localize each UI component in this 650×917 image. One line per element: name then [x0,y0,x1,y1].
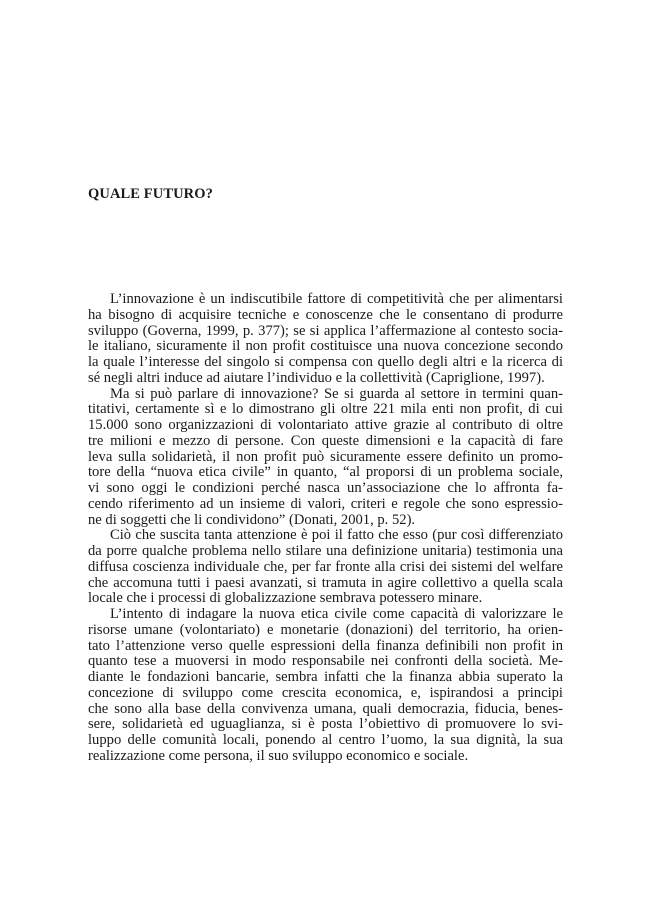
paragraph [88,607,563,765]
paragraph [88,387,563,529]
text-line: le italiano, sicuramente il non profit costituisce una nuova concezione secondo [88,339,563,355]
text-line: Ma si può parlare di innovazione? Se si guarda al settore in termini quan- [110,386,563,402]
paragraph [88,292,563,387]
section-heading: QUALE FUTURO? [88,186,213,202]
text-line: ne di soggetti che li condividono” (Donati, 2001, p. 52). [88,512,416,528]
text-line: sé negli altri induce ad aiutare l’individuo e la collettività (Capriglione, 1997). [88,370,545,386]
paragraph [88,528,563,607]
text-line: quanto tese a muoversi in modo responsabile nei confronti della società. Me- [88,654,563,670]
text-line: luppo delle comunità locali, ponendo al centro l’uomo, la sua dignità, la sua [88,733,563,748]
text-line: sviluppo (Governa, 1999, p. 377); se si applica l’affermazione al contesto socia- [88,323,563,339]
text-line: 15.000 sono organizzazioni di volontariato attive grazie al contributo di oltre [88,418,563,433]
text-line: tre milioni e mezzo di persone. Con queste dimensioni e la capacità di fare [88,433,563,449]
text-line: tato l’attenzione verso quelle espressioni della finanza definibili non profit in [88,638,563,654]
text-line: diffusa coscienza individuale che, per far fronte alla crisi dei sistemi del welfare [88,559,563,575]
text-line: diante le fondazioni bancarie, sembra infatti che la finanza abbia superato la [88,670,563,685]
text-line: vi sono oggi le condizioni perché nasca un’associazione che lo affronta fa- [88,481,563,496]
text-line: che sono alla base della convivenza umana, quali democrazia, fiducia, benes- [88,701,563,717]
text-line: concezione di sviluppo come crescita economica, e, ispirandosi a principi [88,685,563,701]
text-line: L’innovazione è un indiscutibile fattore di competitività che per alimentarsi [110,292,563,307]
body-text [88,292,563,765]
text-line: leva sulla solidarietà, il non profit può sicuramente essere definito un promo- [88,449,563,465]
text-line: la quale l’interesse del singolo si compensa con quello degli altri e la ricerca di [88,355,563,370]
text-line: L’intento di indagare la nuova etica civile come capacità di valorizzare le [110,607,563,622]
text-line: tore della “nuova etica civile” in quanto, “al proporsi di un problema sociale, [88,465,563,481]
text-line: ha bisogno di acquisire tecniche e conoscenze che le consentano di produrre [88,307,563,323]
text-line: che accomuna tutti i paesi avanzati, si tramuta in agire collettivo a quella scala [88,575,563,591]
text-line: cendo riferimento ad un insieme di valori, criteri e regole che sono espressio- [88,496,563,512]
text-line: Ciò che suscita tanta attenzione è poi il fatto che esso (pur così differenziato [110,528,563,544]
text-line: locale che i processi di globalizzazione sembrava potessero minare. [88,591,483,607]
text-line: da porre qualche problema nello stilare una definizione unitaria) testimonia una [88,544,563,559]
text-line: risorse umane (volontariato) e monetarie (donazioni) del territorio, ha orien- [88,622,563,638]
text-line: realizzazione come persona, il suo sviluppo economico e sociale. [88,748,469,764]
text-line: sere, solidarietà ed uguaglianza, si è posta l’obiettivo di promuovere lo svi- [88,717,563,733]
text-line: titativi, certamente sì e lo dimostrano gli oltre 221 mila enti non profit, di cui [88,402,563,418]
